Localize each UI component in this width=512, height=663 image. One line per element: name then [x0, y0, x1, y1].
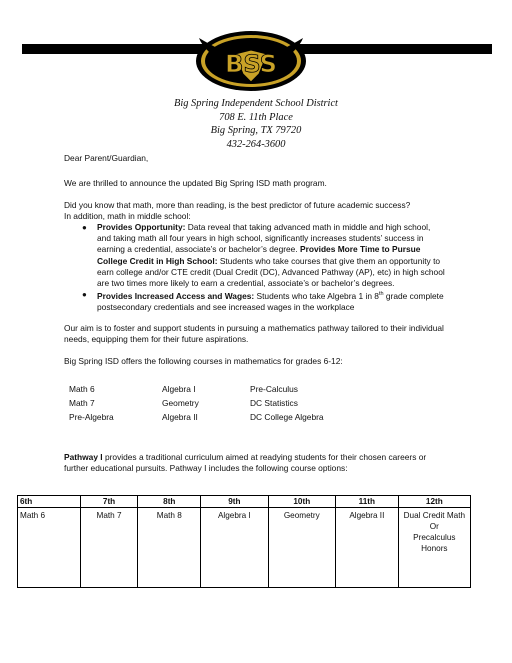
bullet-heading: Provides Increased Access and Wages: — [97, 291, 255, 302]
district-address: 708 E. 11th Place — [219, 111, 293, 123]
logo-letters: BSS — [225, 50, 277, 78]
table-header: 12th — [398, 496, 470, 508]
table-cell: Math 6 — [18, 508, 81, 588]
table-cell-12th — [398, 508, 470, 588]
cell-line: Precalculus — [413, 533, 456, 542]
table-cell: Algebra I — [201, 508, 268, 588]
course-item: DC Statistics — [250, 398, 298, 408]
course-column-3 — [250, 382, 324, 424]
pathway-table — [17, 495, 471, 588]
list-item — [70, 289, 446, 313]
bullet-icon: ● — [82, 223, 87, 232]
course-item: Algebra I — [162, 384, 196, 394]
question-paragraph — [64, 200, 444, 222]
bullet-heading-2: Provides More Time to Pursue College Credit in High School: — [97, 244, 421, 266]
district-phone: 432-264-3600 — [226, 138, 286, 150]
letterhead — [0, 97, 512, 151]
bullet-text: Data reveal that taking advanced math in middle and high school, and taking math all four years in high school, significantly increases students’ success in earning a credential, associate’s or bachelor’s degree. — [97, 222, 431, 255]
district-city: Big Spring, TX 79720 — [210, 125, 302, 136]
offer-paragraph: Big Spring ISD offers the following courses in mathematics for grades 6-12: — [64, 356, 343, 366]
bullet-heading: Provides Opportunity: — [97, 222, 186, 232]
bullet-text-2: Students who take courses that give them an opportunity to earn college and/or CTE credit (Dual Credit (DC), Advanced Pathway (AP), etc) in high school are two times more likely to earn a credential, associate’s or bachelor’s degrees. — [97, 255, 445, 289]
table-header: 6th — [18, 496, 81, 508]
bullet-icon: ● — [82, 290, 87, 300]
greeting: Dear Parent/Guardian, — [64, 153, 149, 163]
table-header: 11th — [336, 496, 399, 508]
table-cell: Algebra II — [336, 508, 399, 588]
pathway-title: Pathway I — [64, 452, 103, 462]
table-row — [18, 508, 471, 588]
course-column-2 — [162, 382, 199, 424]
cell-line: Dual Credit Math — [403, 511, 466, 520]
district-name: Big Spring Independent School District — [174, 98, 338, 109]
table-header-row — [18, 496, 471, 508]
table-header: 9th — [201, 496, 268, 508]
course-column-1 — [69, 382, 114, 424]
cell-line: Honors — [421, 544, 448, 553]
superscript: th — [378, 291, 384, 298]
list-item — [70, 222, 446, 289]
question-line-2: In addition, math in middle school: — [64, 211, 191, 222]
bullet-text: Students who take Algebra 1 in 8 — [254, 291, 379, 302]
question-line-1: Did you know that math, more than reading, is the best predictor of future academic success? — [64, 200, 411, 210]
table-cell: Geometry — [268, 508, 335, 588]
course-item: Math 6 — [69, 384, 95, 394]
table-header: 8th — [138, 496, 201, 508]
table-header: 10th — [268, 496, 335, 508]
bullet-text-cont: grade complete postsecondary credentials and see increased wages in the workplace — [97, 291, 444, 313]
course-item: Algebra II — [162, 412, 198, 422]
intro-paragraph: We are thrilled to announce the updated Big Spring ISD math program. — [64, 178, 327, 188]
pathway-paragraph — [64, 452, 444, 474]
table-cell: Math 8 — [138, 508, 201, 588]
cell-line: Or — [429, 522, 439, 531]
school-logo — [195, 30, 307, 92]
benefits-list — [70, 222, 446, 313]
course-item: DC College Algebra — [250, 412, 324, 422]
pathway-text: provides a traditional curriculum aimed at readying students for their chosen careers or further educational pursuits. Pathway I includes the following course options: — [64, 452, 427, 474]
aim-paragraph: Our aim is to foster and support students in pursuing a mathematics pathway tailored to their individual needs, equipping them for their future aspirations. — [64, 323, 444, 345]
course-item: Pre-Calculus — [250, 384, 298, 394]
course-item: Pre-Algebra — [69, 412, 114, 422]
table-cell: Math 7 — [80, 508, 138, 588]
course-item: Math 7 — [69, 398, 95, 408]
table-header: 7th — [80, 496, 138, 508]
course-item: Geometry — [162, 398, 199, 408]
